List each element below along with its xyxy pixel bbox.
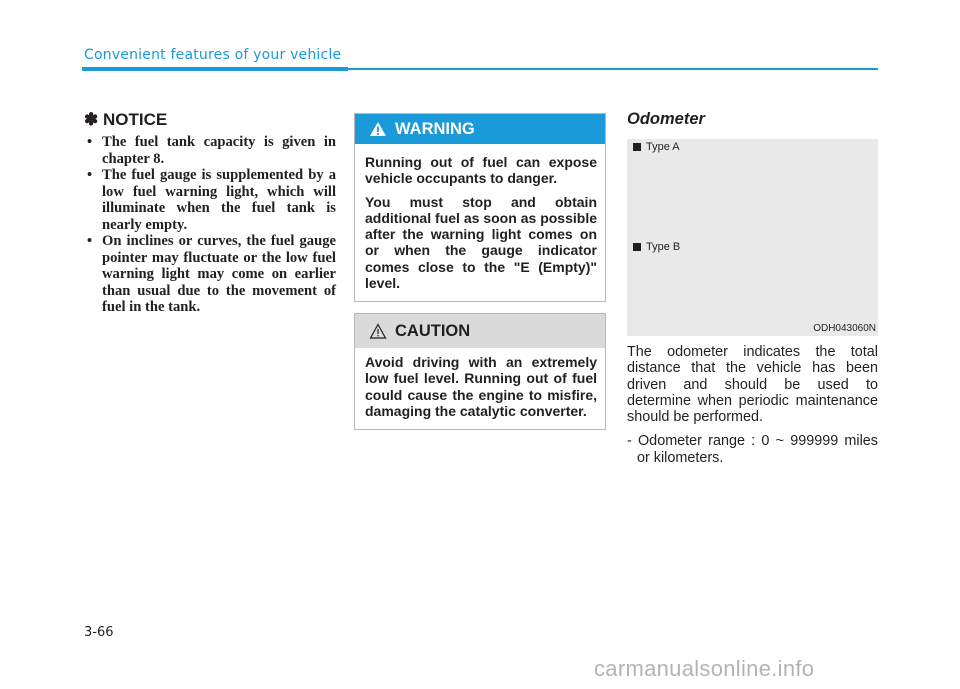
figure-code: ODH043060N <box>813 323 876 334</box>
square-bullet-icon <box>633 143 641 151</box>
notice-title-text: NOTICE <box>102 110 168 129</box>
section-header-title: Convenient features of your vehicle <box>84 47 342 63</box>
warning-paragraph: Running out of fuel can expose vehicle occupants to danger. <box>365 154 597 187</box>
caution-header <box>355 314 605 348</box>
watermark: carmanualsonline.info <box>594 656 815 681</box>
figure-label-type-a <box>633 141 680 153</box>
notice-item: • The fuel tank capacity is given in chapter 8. <box>87 134 336 167</box>
notice-symbol: ✽ <box>84 110 99 129</box>
notice-item: • The fuel gauge is supplemented by a low fuel warning light, which will illuminate when the fuel tank is nearly empty. <box>87 167 336 233</box>
notice-item-text: The fuel gauge is supplemented by a low fuel warning light, which will illuminate when the fuel tank is nearly empty. <box>102 167 336 233</box>
header-rule-thin <box>348 68 878 70</box>
warning-body <box>355 144 605 301</box>
warning-paragraph: You must stop and obtain additional fuel as soon as possible after the warning light comes on or when the gauge indicator comes close to the "E (Empty)" level. <box>365 193 597 292</box>
type-a-label: Type A <box>646 141 680 153</box>
odometer-text <box>627 344 878 474</box>
notice-title <box>84 110 336 130</box>
warning-triangle-icon <box>369 121 387 137</box>
caution-title: CAUTION <box>395 321 471 340</box>
odometer-title: Odometer <box>627 110 705 128</box>
warning-box <box>354 113 606 302</box>
warning-title: WARNING <box>395 119 475 138</box>
notice-item: • On inclines or curves, the fuel gauge pointer may fluctuate or the low fuel warning light may come on earlier than usual due to the movement of fuel in the tank. <box>87 233 336 315</box>
odometer-figure <box>627 139 878 336</box>
notice-item-text: The fuel tank capacity is given in chapter 8. <box>102 134 336 167</box>
notice-item-text: On inclines or curves, the fuel gauge pointer may fluctuate or the low fuel warning light may come on earlier than usual due to the movement of fuel in the tank. <box>102 233 336 315</box>
type-b-label: Type B <box>646 241 681 253</box>
warning-header <box>355 114 605 144</box>
caution-paragraph: Avoid driving with an extremely low fuel level. Running out of fuel could cause the engine to misfire, damaging the catalytic converter. <box>365 354 597 419</box>
caution-body <box>355 348 605 429</box>
caution-box <box>354 313 606 430</box>
page-number: 3-66 <box>84 625 114 640</box>
caution-triangle-icon <box>369 323 387 339</box>
odometer-range: - Odometer range : 0 ~ 999999 miles or kilometers. <box>627 433 878 466</box>
header-rule-thick <box>82 67 348 71</box>
notice-list <box>84 134 336 316</box>
figure-label-type-b <box>633 241 680 253</box>
square-bullet-icon <box>633 243 641 251</box>
odometer-description: The odometer indicates the total distance that the vehicle has been driven and should be used to determine when periodic maintenance should be performed. <box>627 344 878 426</box>
notice-section <box>84 110 336 316</box>
